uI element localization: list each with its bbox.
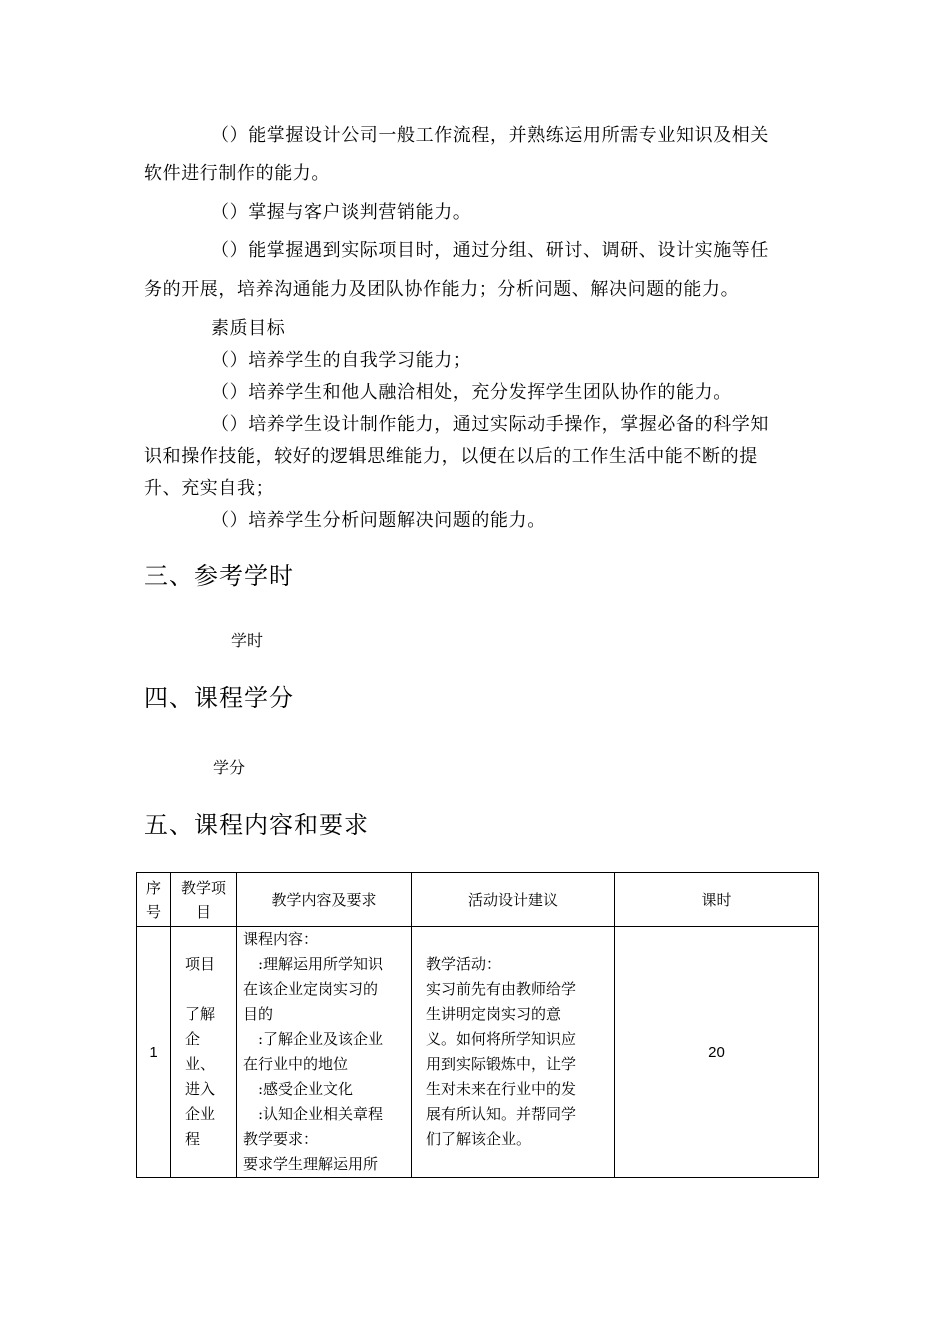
project-line: 项目 (185, 955, 216, 973)
activity-line: 生对未来在行业中的发 (426, 1080, 577, 1098)
quality-goal-3-line-2: 识和操作技能，较好的逻辑思维能力，以便在以后的工作生活中能不断的提 (144, 446, 758, 467)
section-5-title: 五、课程内容和要求 (144, 811, 369, 839)
row-hours: 20 (615, 927, 819, 1178)
goal-paragraph-2: （）掌握与客户谈判营销能力。 (211, 202, 472, 223)
header-project-line-2: 目 (195, 902, 211, 921)
content-line: :认知企业相关章程 (243, 1105, 384, 1123)
header-activity: 活动设计建议 (412, 873, 615, 927)
activity-line: 用到实际锻炼中，让学 (426, 1055, 577, 1073)
project-line (185, 977, 236, 1002)
content-line: :了解企业及该企业 (243, 1030, 384, 1048)
content-line: 教学要求： (243, 1130, 319, 1148)
activity-line: 实习前先有由教师给学 (426, 980, 577, 998)
table-row (137, 927, 819, 1178)
activity-line: 展有所认知。并帮同学 (426, 1105, 577, 1123)
project-line: 程 (185, 1130, 201, 1148)
header-project-line-1: 教学项 (180, 878, 226, 897)
content-line: 课程内容： (243, 930, 319, 948)
row-project (171, 927, 237, 1178)
content-line: 目的 (243, 1005, 274, 1023)
activity-line: 们了解该企业。 (426, 1130, 532, 1148)
content-line: 在该企业定岗实习的 (243, 980, 379, 998)
project-line: 企业 (185, 1105, 216, 1123)
quality-goal-3-line-3: 升、充实自我； (144, 478, 275, 499)
section-3-value: 学时 (231, 631, 264, 650)
project-line: 业、 (185, 1055, 216, 1073)
section-4-value: 学分 (213, 758, 246, 777)
quality-goal-3-line-1: （）培养学生设计制作能力，通过实际动手操作，掌握必备的科学知 (211, 414, 769, 435)
header-project (171, 873, 237, 927)
content-line: :感受企业文化 (243, 1080, 354, 1098)
content-line: 要求学生理解运用所 (243, 1155, 379, 1173)
header-seq-line-1: 序 (145, 878, 161, 897)
content-line: 在行业中的地位 (243, 1055, 349, 1073)
activity-line: 教学活动： (426, 955, 502, 973)
project-line: 进入 (185, 1080, 216, 1098)
quality-goal-2: （）培养学生和他人融洽相处，充分发挥学生团队协作的能力。 (211, 382, 732, 403)
row-content (237, 927, 412, 1178)
section-3-title: 三、参考学时 (144, 562, 294, 590)
row-seq: 1 (137, 927, 171, 1178)
quality-goal-1: （）培养学生的自我学习能力； (211, 350, 472, 371)
quality-goal-4: （）培养学生分析问题解决问题的能力。 (211, 510, 546, 531)
header-content: 教学内容及要求 (237, 873, 412, 927)
header-hours: 课时 (615, 873, 819, 927)
header-seq-line-2: 号 (145, 902, 161, 921)
course-content-table (136, 872, 819, 1178)
goal-paragraph-3-line-1: （）能掌握遇到实际项目时，通过分组、研讨、调研、设计实施等任 (211, 240, 769, 261)
goal-paragraph-3-line-2: 务的开展，培养沟通能力及团队协作能力；分析问题、解决问题的能力。 (144, 279, 740, 300)
activity-line: 生讲明定岗实习的意 (426, 1005, 562, 1023)
content-line: :理解运用所学知识 (243, 955, 384, 973)
activity-line: 义。如何将所学知识应 (426, 1030, 577, 1048)
quality-goals-heading: 素质目标 (211, 318, 286, 339)
section-4-title: 四、课程学分 (144, 684, 294, 712)
project-line: 了解 (185, 1005, 216, 1023)
goal-paragraph-1-line-1: （）能掌握设计公司一般工作流程，并熟练运用所需专业知识及相关 (211, 125, 769, 146)
project-line: 企 (185, 1030, 201, 1048)
header-seq (137, 873, 171, 927)
goal-paragraph-1-line-2: 软件进行制作的能力。 (144, 163, 330, 184)
table-header-row (137, 873, 819, 927)
row-activity (412, 927, 615, 1178)
